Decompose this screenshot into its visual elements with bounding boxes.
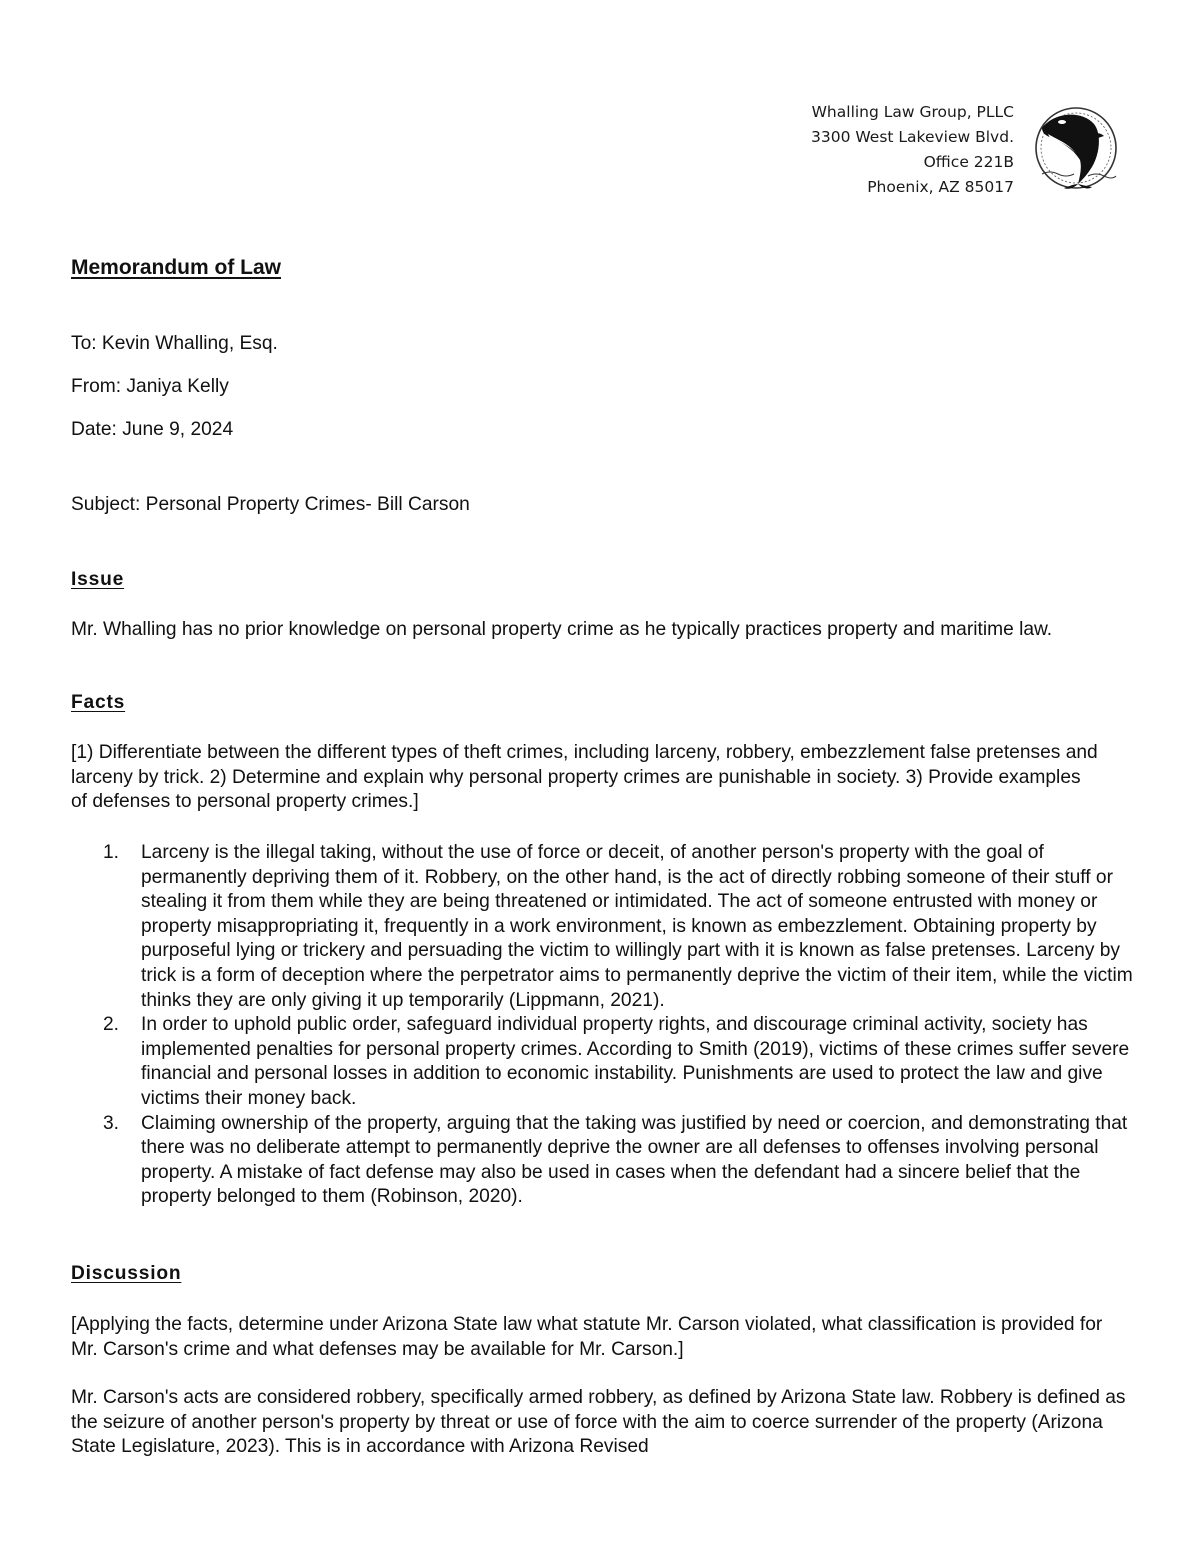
firm-city: Phoenix, AZ 85017 bbox=[867, 178, 1014, 196]
discussion-heading: Discussion bbox=[71, 1263, 182, 1284]
issue-heading: Issue bbox=[71, 569, 125, 590]
list-item-number: 1. bbox=[103, 842, 120, 863]
facts-heading: Facts bbox=[71, 692, 126, 713]
discussion-body bbox=[71, 1386, 1131, 1460]
whale-seal-icon bbox=[1028, 98, 1122, 196]
list-item bbox=[100, 1112, 1135, 1210]
discussion-paragraph: Mr. Carson's acts are considered robbery, specifically armed robbery, as defined by Arizona State law. Robbery is defined as the seizure of another person's property by threat or use of force with the aim to coerce surrender of the property (Arizona State Legislature, 2023). This is in accordance with Arizona Revised bbox=[71, 1387, 1126, 1457]
list-item bbox=[100, 841, 1135, 1013]
firm-office: Office 221B bbox=[923, 153, 1014, 171]
issue-paragraph: Mr. Whalling has no prior knowledge on personal property crime as he typically practices property and maritime law. bbox=[71, 619, 1053, 640]
firm-street: 3300 West Lakeview Blvd. bbox=[811, 128, 1014, 146]
list-item-text: Claiming ownership of the property, arguing that the taking was justified by need or coercion, and demonstrating that there was no deliberate attempt to permanently deprive the owner are all defenses to offenses involving personal property. A mistake of fact defense may also be used in cases when the defendant had a sincere belief that the property belonged to them (Robinson, 2020). bbox=[141, 1112, 1128, 1208]
discussion-prompt bbox=[71, 1313, 1131, 1362]
letterhead-address bbox=[811, 100, 1014, 200]
facts-list bbox=[100, 841, 1135, 1210]
list-item-text: Larceny is the illegal taking, without the use of force or deceit, of another person's property with the goal of permanently depriving them of it. Robbery, on the other hand, is the act of directly robbing someone of their stuff or stealing it from them while they are being threatened or intimidated. The act of someone entrusted with money or property misappropriating it, frequently in a work environment, is known as embezzlement. Obtaining property by purposeful lying or trickery and persuading the victim to willingly part with it is known as false pretenses. Larceny by trick is a form of deception where the perpetrator aims to permanently deprive the victim of their item, while the victim thinks they are only giving it up temporarily (Lippmann, 2021). bbox=[141, 842, 1133, 1011]
memo-subject: Subject: Personal Property Crimes- Bill Carson bbox=[71, 494, 470, 515]
list-item-text: In order to uphold public order, safeguard individual property rights, and discourage criminal activity, society has implemented penalties for personal property crimes. According to Smith (2019), victims of these crimes suffer severe financial and personal losses in addition to economic instability. Punishments are used to protect the law and give victims their money back. bbox=[141, 1014, 1130, 1109]
memo-to: To: Kevin Whalling, Esq. bbox=[71, 333, 278, 354]
memo-date: Date: June 9, 2024 bbox=[71, 419, 234, 440]
list-item bbox=[100, 1013, 1135, 1111]
list-item-number: 3. bbox=[103, 1112, 120, 1134]
facts-intro-paragraph: [1) Differentiate between the different types of theft crimes, including larceny, robbery, embezzlement false pretenses and larceny by trick. 2) Determine and explain why personal property crimes are punishable in society. 3) Provide examples of defenses to personal property crimes.] bbox=[71, 742, 1098, 812]
issue-text bbox=[71, 618, 1071, 643]
memo-from: From: Janiya Kelly bbox=[71, 376, 229, 397]
list-item-number: 2. bbox=[103, 1014, 120, 1036]
firm-name: Whalling Law Group, PLLC bbox=[811, 103, 1014, 121]
memo-title: Memorandum of Law bbox=[71, 256, 282, 279]
facts-intro bbox=[71, 741, 1101, 815]
discussion-prompt-paragraph: [Applying the facts, determine under Arizona State law what statute Mr. Carson violated, what classification is provided for Mr. Carson's crime and what defenses may be available for Mr. Carson.] bbox=[71, 1314, 1103, 1360]
